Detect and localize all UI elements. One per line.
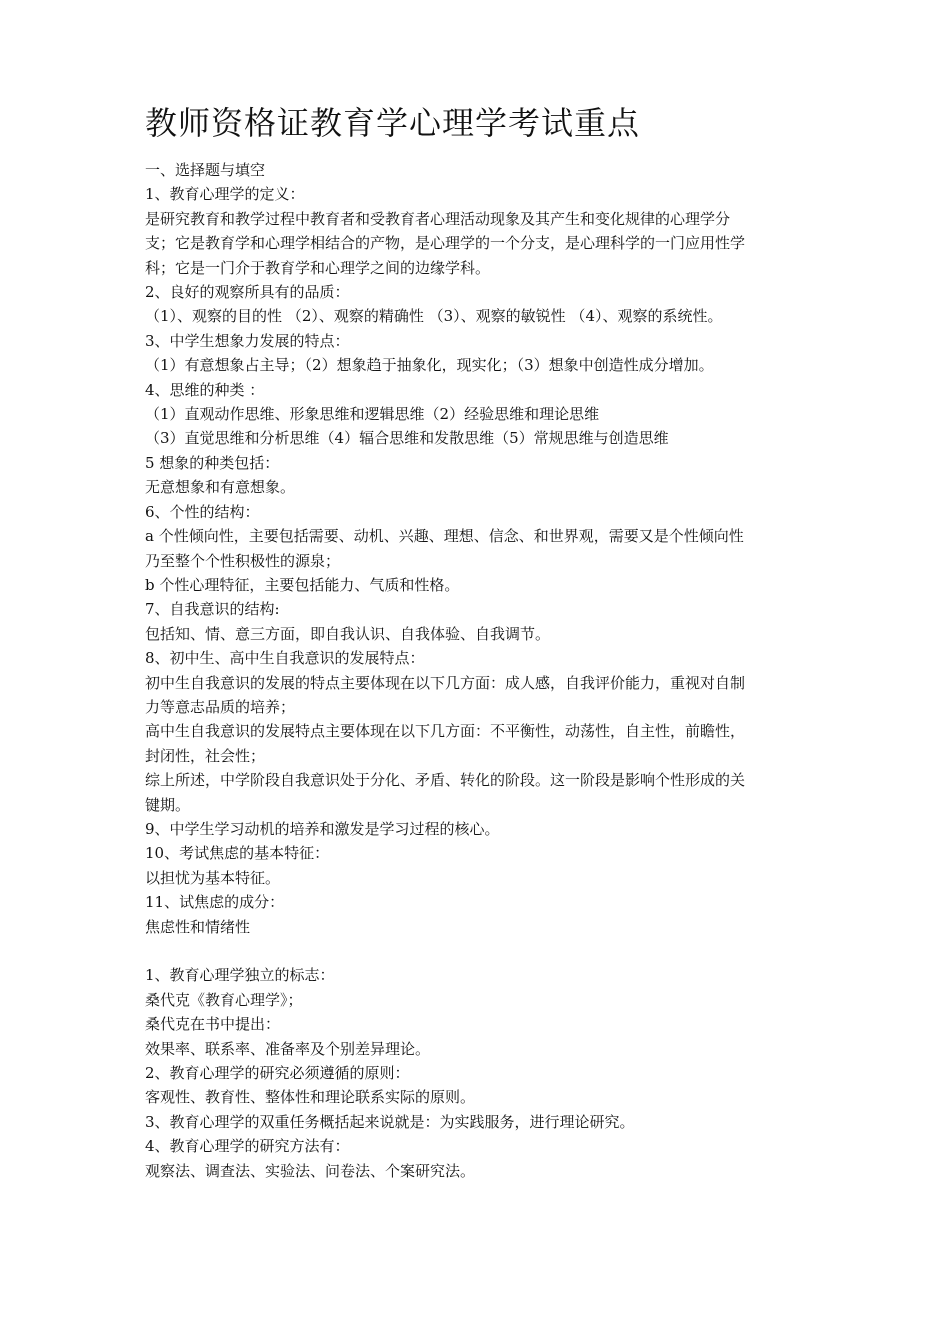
blank-line xyxy=(145,939,820,963)
text-line: 7、自我意识的结构: xyxy=(145,600,280,619)
text-line: （3）直觉思维和分析思维（4）辐合思维和发散思维（5）常规思维与创造思维 xyxy=(145,429,669,448)
text-line: 效果率、联系率、准备率及个别差异理论。 xyxy=(145,1039,431,1058)
text-line: 综上所述，中学阶段自我意识处于分化、矛盾、转化的阶段。这一阶段是影响个性形成的关 xyxy=(145,771,746,790)
text-line: 初中生自我意识的发展的特点主要体现在以下几方面：成人感，自我评价能力，重视对自制 xyxy=(145,673,746,692)
text-line: 3、教育心理学的双重任务概括起来说就是：为实践服务，进行理论研究。 xyxy=(145,1112,635,1131)
text-line: 一、选择题与填空 xyxy=(145,161,266,179)
text-line: 科；它是一门介于教育学和心理学之间的边缘学科。 xyxy=(145,258,491,277)
text-line: 包括知、情、意三方面，即自我认识、自我体验、自我调节。 xyxy=(145,624,551,643)
text-line: 2、良好的观察所具有的品质： xyxy=(145,283,350,302)
text-line: 2、教育心理学的研究必须遵循的原则： xyxy=(145,1064,410,1083)
text-line: b 个性心理特征，主要包括能力、气质和性格。 xyxy=(145,575,460,594)
text-line: 3、中学生想象力发展的特点： xyxy=(145,331,350,350)
text-line: 1、教育心理学独立的标志： xyxy=(145,966,335,985)
text-line: 11、试焦虑的成分： xyxy=(145,893,285,912)
text-line: 是研究教育和教学过程中教育者和受教育者心理活动现象及其产生和变化规律的心理学分 xyxy=(145,209,731,228)
text-line: 乃至整个个性积极性的源泉； xyxy=(145,551,341,570)
document-body xyxy=(145,158,820,1183)
text-line: 以担忧为基本特征。 xyxy=(145,868,281,887)
text-line: 8、初中生、高中生自我意识的发展特点： xyxy=(145,649,425,668)
text-line: 桑代克《教育心理学》； xyxy=(145,990,303,1009)
text-line: 4、教育心理学的研究方法有： xyxy=(145,1137,350,1156)
text-line: 封闭性，社会性； xyxy=(145,746,266,765)
text-line: 6、个性的结构： xyxy=(145,502,260,521)
text-line: 客观性、教育性、整体性和理论联系实际的原则。 xyxy=(145,1088,476,1107)
text-line: （1）有意想象占主导；（2）想象趋于抽象化，现实化；（3）想象中创造性成分增加。 xyxy=(145,356,714,375)
text-line: 高中生自我意识的发展特点主要体现在以下几方面：不平衡性，动荡性，自主性，前瞻性， xyxy=(145,722,746,741)
text-line: 观察法、调查法、实验法、问卷法、个案研究法。 xyxy=(145,1161,476,1180)
text-line: 无意想象和有意想象。 xyxy=(145,478,296,497)
text-line: 力等意志品质的培养； xyxy=(145,697,296,716)
text-line: 键期。 xyxy=(145,795,191,814)
text-line: 桑代克在书中提出： xyxy=(145,1015,281,1034)
text-line: （1）直观动作思维、形象思维和逻辑思维（2）经验思维和理论思维 xyxy=(145,405,600,424)
text-line: a 个性倾向性，主要包括需要、动机、兴趣、理想、信念、和世界观，需要又是个性倾向性 xyxy=(145,527,744,546)
text-line: 5 想象的种类包括： xyxy=(145,453,280,472)
text-line: 1、教育心理学的定义： xyxy=(145,185,305,204)
text-line: 9、中学生学习动机的培养和激发是学习过程的核心。 xyxy=(145,819,500,838)
document-title: 教师资格证教育学心理学考试重点 xyxy=(145,104,641,142)
text-line: （1）、观察的目的性 （2）、观察的精确性 （3）、观察的敏锐性 （4）、观察的系统性。 xyxy=(145,307,723,326)
text-line: 支；它是教育学和心理学相结合的产物，是心理学的一个分支，是心理科学的一门应用性学 xyxy=(145,234,746,253)
text-line: 焦虑性和情绪性 xyxy=(145,917,251,936)
text-line: 10、考试焦虑的基本特征： xyxy=(145,844,330,863)
text-line: 4、思维的种类 ： xyxy=(145,380,265,399)
